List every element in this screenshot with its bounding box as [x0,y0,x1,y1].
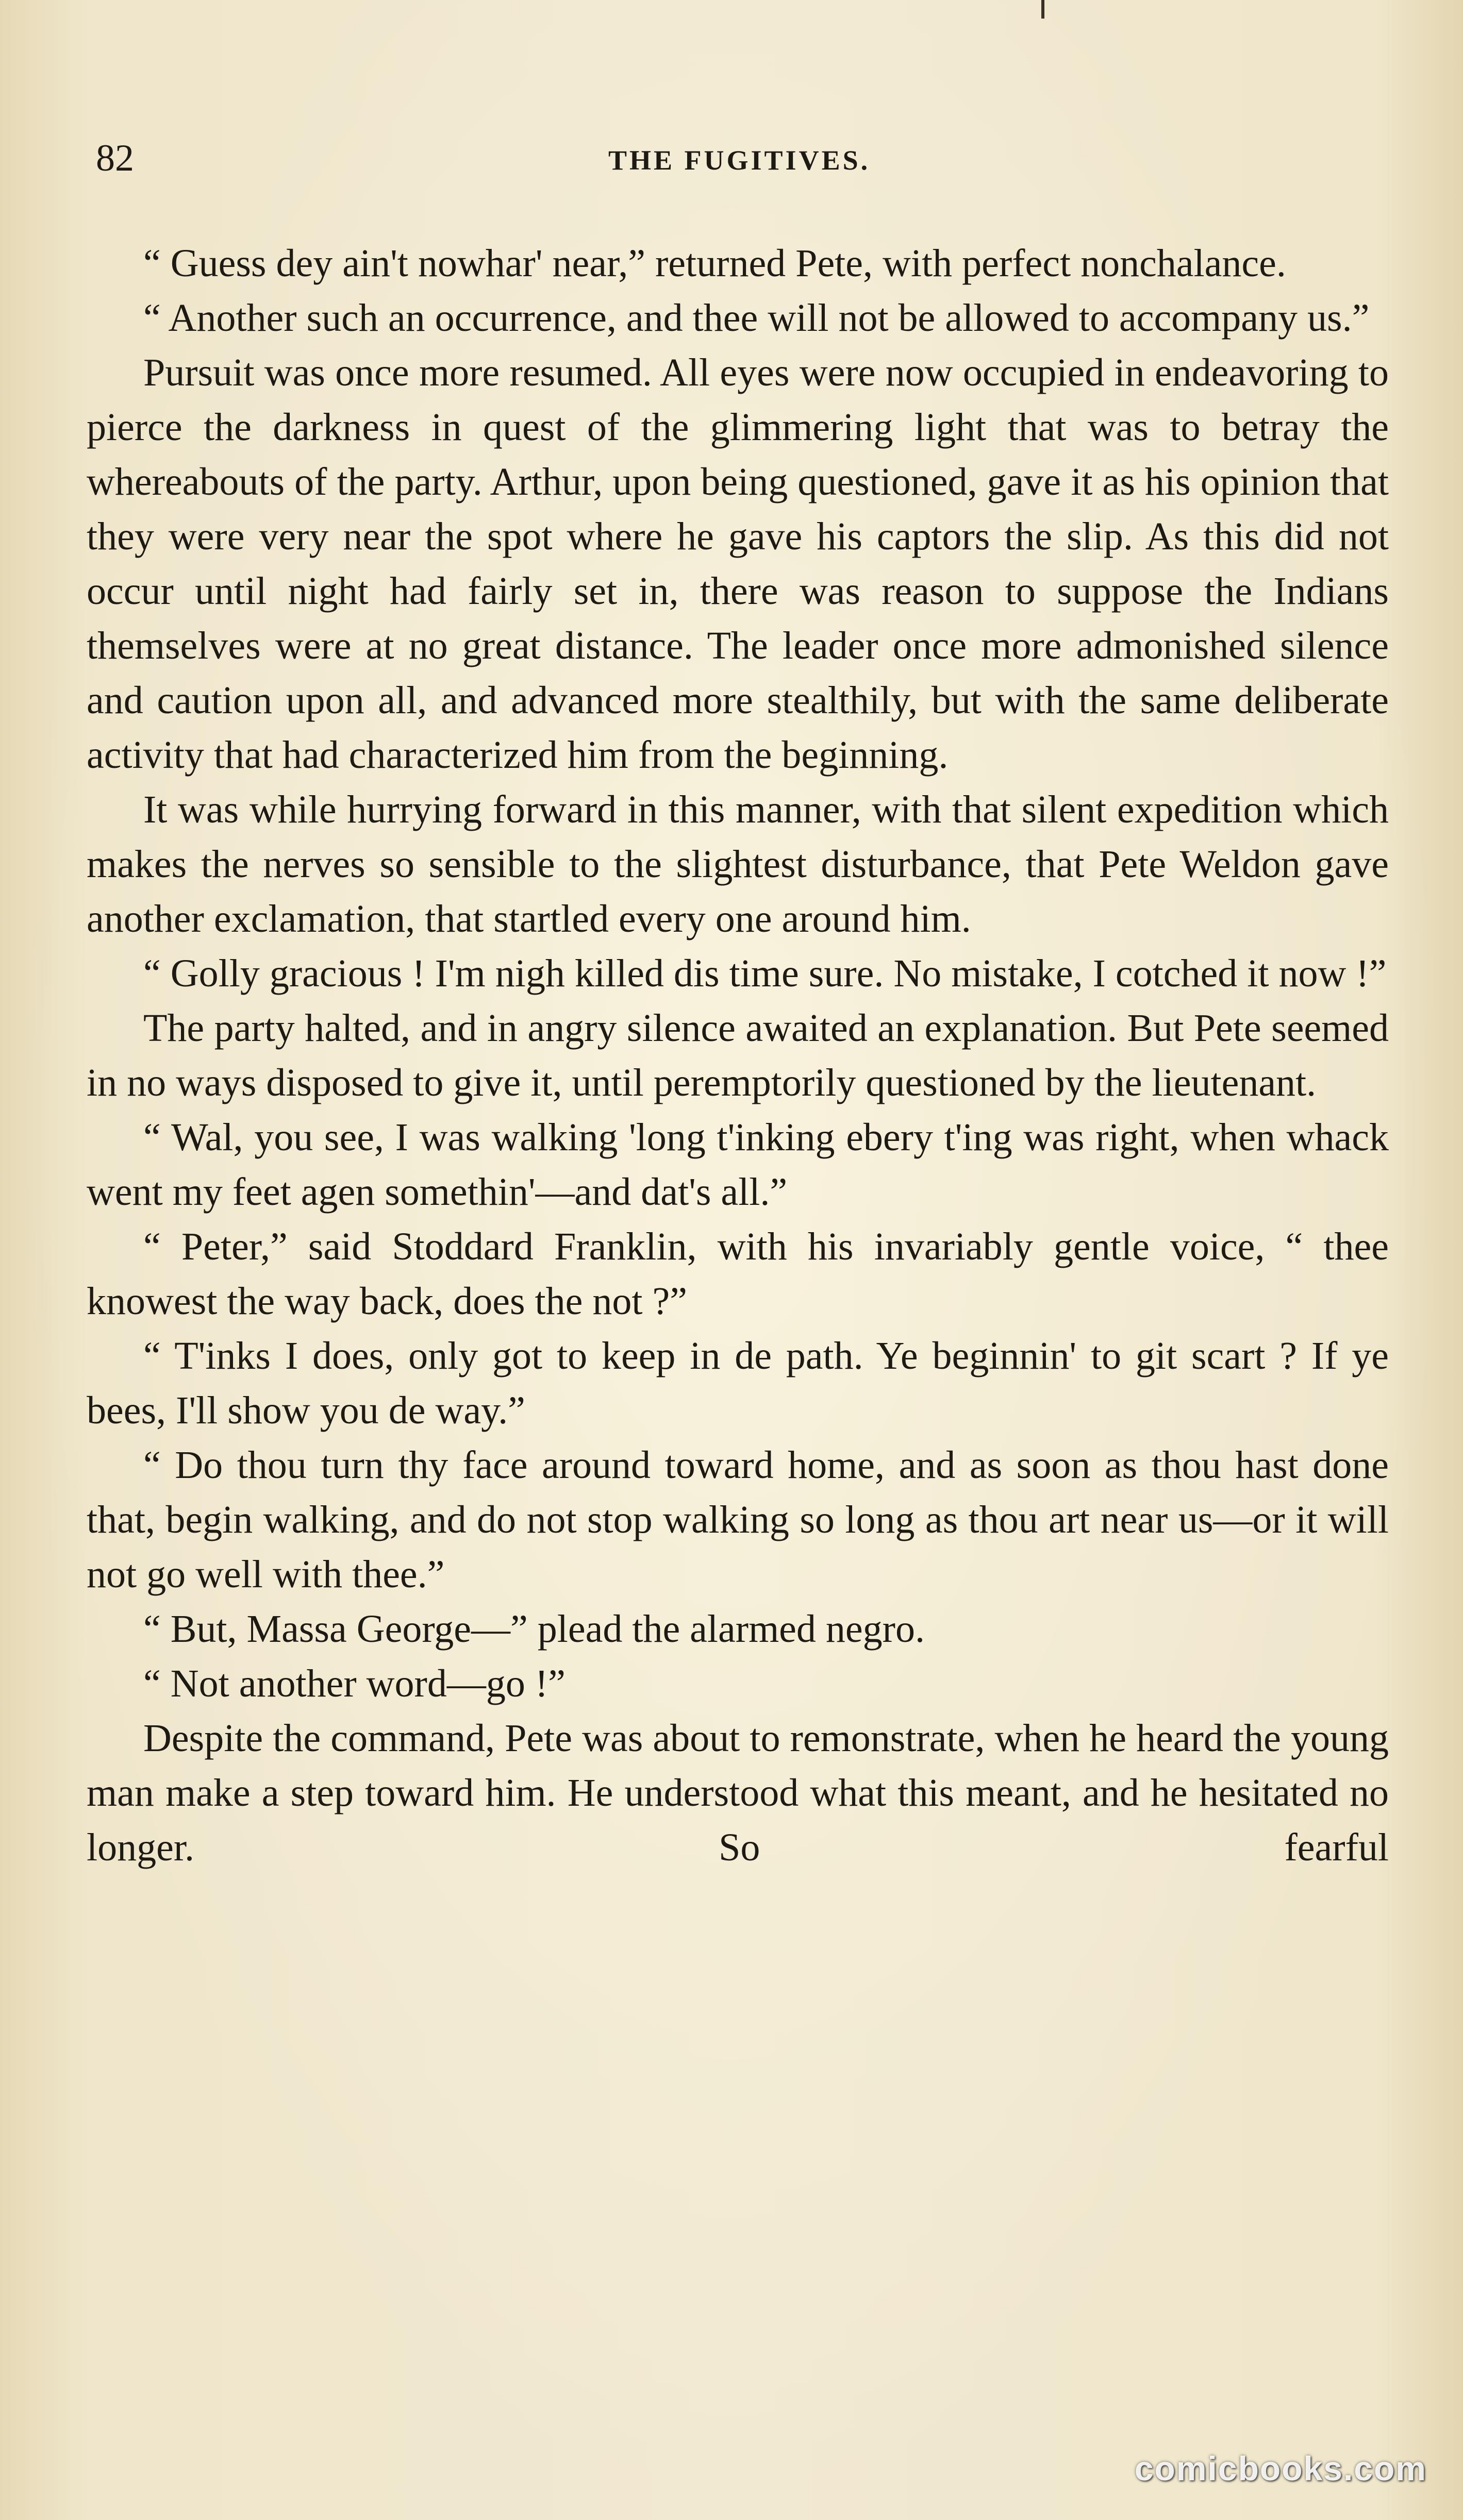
running-head: THE FUGITIVES. [608,145,871,176]
page-header [0,135,1463,181]
page-number: 82 [96,137,134,179]
body-text [87,236,1389,1875]
paragraph: “ Do thou turn thy face around toward home, and as soon as thou hast done that, begin walking, and do not stop walking so long as thou art near us—or it will not go well with thee.” [87,1443,1389,1596]
paragraph: “ But, Massa George—” plead the alarmed negro. [143,1607,925,1651]
paragraph: “ T'inks I does, only got to keep in de path. Ye beginnin' to git scart ? If ye bees, I'll show you de way.” [87,1334,1389,1432]
ink-speck [1041,0,1044,19]
paragraph: “ Peter,” said Stoddard Franklin, with his invariably gentle voice, “ thee knowest the way back, does the not ?” [87,1225,1389,1323]
paragraph: The party halted, and in angry silence awaited an explanation. But Pete seemed in no ways disposed to give it, until peremptorily questioned by the lieutenant. [87,1006,1389,1104]
paragraph: “ Golly gracious ! I'm nigh killed dis time sure. No mistake, I cotched it now !” [143,952,1387,995]
paragraph: It was while hurrying forward in this manner, with that silent expedition which makes the nerves so sensible to the slightest disturbance, that Pete Weldon gave another exclamation, that startled every one around him. [87,788,1389,940]
paragraph: “ Guess dey ain't nowhar' near,” returned Pete, with perfect nonchalance. [143,242,1286,285]
paragraph: “ Another such an occurrence, and thee will not be allowed to accompany us.” [143,296,1370,340]
paragraph: Pursuit was once more resumed. All eyes were now occupied in endeavoring to pierce the darkness in quest of the glimmering light that was to betray the whereabouts of the party. Arthur, upon being questioned, gave it as his opinion that they were very near the spot where he gave his captors the slip. As this did not occur until night had fairly set in, there was reason to suppose the Indians themselves were at no great distance. The leader once more admonished silence and caution upon all, and advanced more stealthily, but with the same deliberate activity that had characterized him from the beginning. [87,351,1389,777]
paragraph: “ Wal, you see, I was walking 'long t'inking ebery t'ing was right, when whack went my feet agen somethin'—and dat's all.” [87,1116,1389,1214]
paragraph: “ Not another word—go !” [143,1662,566,1705]
paragraph: Despite the command, Pete was about to remonstrate, when he heard the young man make a step toward him. He understood what this meant, and he hesitated no longer. So fearful [87,1717,1389,1869]
watermark: comicbooks.com [1134,2449,1427,2488]
